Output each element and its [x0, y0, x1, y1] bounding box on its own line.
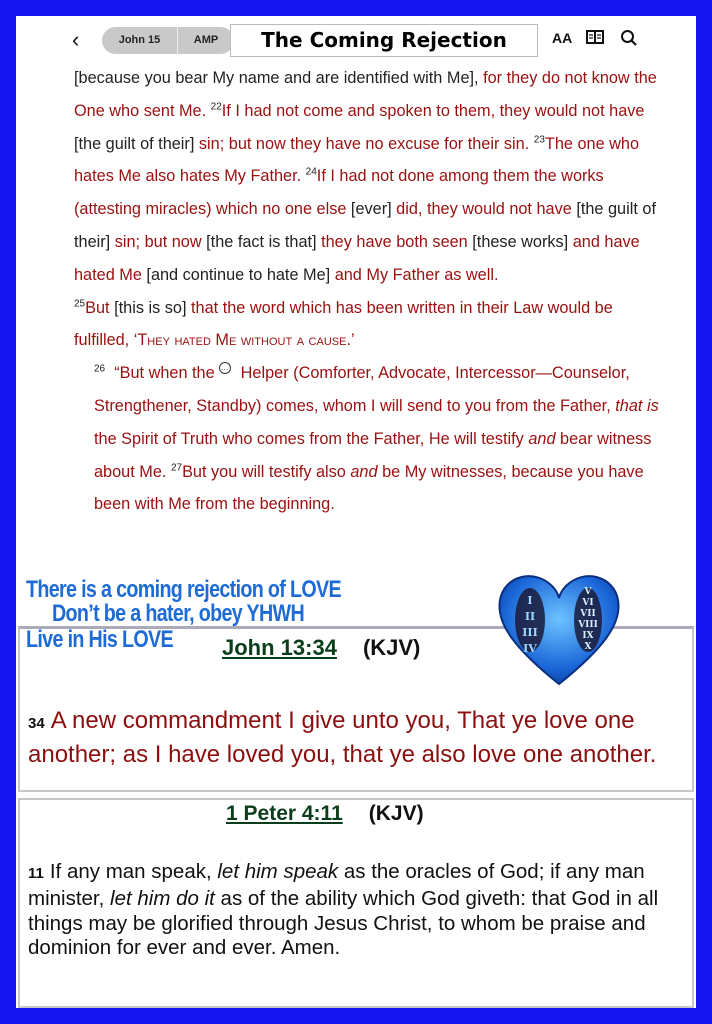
verse-text: did, they would not have — [391, 200, 577, 219]
verse-text: Helper (Comforter, Advocate, Intercessor—Counselor, Strengthener, Standby) comes, whom I will send to you from the Father, — [94, 364, 630, 415]
verse-text: for they do not know the One who sent Me. — [74, 69, 657, 120]
bracket-text: [and continue to hate Me] — [146, 265, 331, 284]
verse-number[interactable]: 23 — [533, 134, 545, 146]
verse-number[interactable]: 27 — [170, 462, 183, 474]
bracket-text: [the guilt of their] — [74, 200, 656, 251]
verse-text: But — [85, 298, 115, 317]
heart-numeral: X — [584, 642, 592, 652]
verse-text: the Spirit of Truth who comes from the Father, He will testify — [94, 429, 529, 448]
heart-numeral: V — [584, 587, 592, 597]
book-icon[interactable] — [586, 29, 604, 51]
italic-text: and — [350, 462, 378, 481]
quotation-text: ‘They hated Me without a cause.’ — [133, 331, 355, 350]
bracket-text: [the fact is that] — [206, 232, 317, 251]
font-size-button[interactable]: AA — [552, 30, 573, 46]
search-icon[interactable] — [620, 29, 638, 51]
reference-link[interactable]: 1 Peter 4:11 — [226, 802, 343, 825]
reference-link[interactable]: John 13:34 — [222, 635, 337, 660]
caption-line-3: Live in His LOVE — [26, 626, 173, 653]
version-button[interactable]: AMP — [193, 34, 219, 46]
verse-text: and My Father as well. — [330, 265, 499, 284]
bracket-text: [this is so] — [114, 298, 187, 317]
italic-text: that is — [615, 396, 659, 415]
verse-text: that the word which has been written in their Law would be fulfilled, — [74, 298, 613, 350]
reader-toolbar — [16, 16, 696, 64]
verse-number[interactable]: 22 — [210, 101, 222, 113]
verse-reference — [222, 635, 420, 661]
italic-text: let him speak — [217, 860, 339, 883]
page-title: The Coming Rejection — [230, 24, 538, 57]
verse-text: But you will testify also — [182, 462, 351, 481]
version-label: (KJV) — [362, 635, 421, 660]
verse-text: sin; but now they have no excuse for their sin. — [194, 134, 534, 153]
heart-numeral: I — [527, 594, 533, 607]
passage-selector[interactable] — [102, 27, 234, 54]
heart-numeral: IV — [523, 642, 537, 655]
verse-text: If I had not come and spoken to them, they would not have — [221, 101, 645, 120]
scripture-text — [74, 62, 664, 521]
footnote-icon[interactable]: … — [220, 363, 229, 373]
verse-text: and have hated Me — [74, 232, 640, 284]
version-label: (KJV) — [368, 802, 424, 825]
heart-numeral: VI — [582, 598, 594, 608]
bracket-text: [because you bear My name and are identified with Me], — [74, 69, 479, 87]
heart-numeral: VII — [580, 609, 596, 619]
chevron-left-icon[interactable]: ‹ — [72, 27, 80, 52]
heart-commandments-image — [494, 568, 624, 688]
verse-text: sin; but now — [110, 232, 207, 251]
verse-text: If I had not done among them the works (attesting miracles) which no one else — [74, 167, 604, 219]
verse-text: they have both seen — [316, 232, 473, 251]
caption-line-2: Don’t be a hater, obey YHWH — [52, 600, 305, 627]
verse-text: as of the ability which God giveth: that God in all things may be glorified through Jesus Christ, to whom be praise and dominion for ever and ever. Amen. — [28, 886, 659, 960]
verse-card-peter — [18, 798, 694, 1008]
heart-numeral: VIII — [578, 620, 598, 630]
verse-number: 11 — [28, 865, 44, 882]
heart-numeral: IX — [582, 631, 594, 641]
book-chapter-button[interactable]: John 15 — [102, 27, 178, 54]
verse-body — [28, 705, 696, 770]
verse-text: “But when the — [114, 364, 215, 383]
verse-number[interactable]: 24 — [305, 166, 317, 178]
page-frame — [16, 16, 696, 1008]
italic-text: and — [528, 429, 556, 448]
italic-text: let him do it — [110, 886, 215, 910]
verse-number: 34 — [28, 715, 45, 732]
bracket-text: [ever] — [350, 200, 392, 219]
verse-reference — [226, 802, 424, 826]
bracket-text: [the guilt of their] — [74, 134, 195, 153]
heart-numeral: III — [522, 626, 538, 639]
verse-text: bear witness about Me. — [94, 429, 652, 481]
verse-text: as the oracles of God; if any man minister, — [28, 860, 645, 910]
heart-icon — [494, 568, 624, 688]
verse-text: The one who hates Me also hates My Father. — [74, 134, 640, 186]
verse-text: A new commandment I give unto you, That ye love one another; as I have loved you, that ye also love one another. — [28, 707, 657, 768]
bracket-text: [these works] — [472, 232, 569, 251]
verse-text: If any man speak, — [49, 860, 218, 883]
verse-number[interactable]: 25 — [74, 298, 86, 310]
verse-body — [28, 860, 696, 961]
heart-numeral: II — [524, 610, 536, 623]
caption-line-1: There is a coming rejection of LOVE — [26, 576, 341, 603]
verse-number[interactable]: 26 — [94, 363, 106, 375]
verse-text: be My witnesses, because you have been with Me from the beginning. — [94, 462, 644, 514]
